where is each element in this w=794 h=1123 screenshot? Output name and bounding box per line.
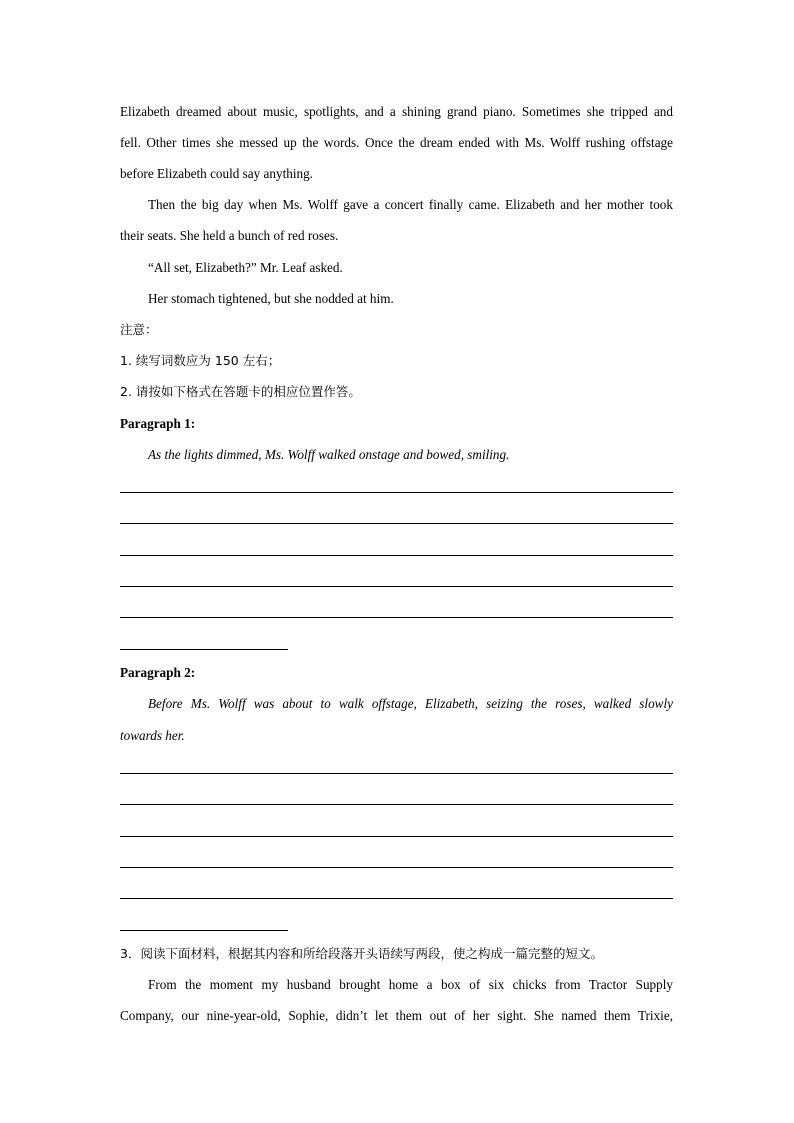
notes-item: 2. 请按如下格式在答题卡的相应位置作答。: [120, 384, 361, 399]
story-text-line: Elizabeth dreamed about music, spotlights, and a shining grand piano. Sometimes she tripped and: [120, 104, 673, 119]
answer-line: [120, 867, 673, 868]
answer-line-short: [120, 649, 288, 650]
story-text-line: Then the big day when Ms. Wolff gave a concert finally came. Elizabeth and her mother took: [148, 197, 673, 212]
answer-line: [120, 555, 673, 556]
story-text-line: their seats. She held a bunch of red roses.: [120, 228, 339, 243]
answer-line: [120, 773, 673, 774]
answer-line: [120, 523, 673, 524]
answer-line: [120, 804, 673, 805]
answer-line-short: [120, 930, 288, 931]
answer-line: [120, 492, 673, 493]
notes-heading: 注意：: [120, 322, 158, 337]
paragraph1-label: Paragraph 1:: [120, 416, 196, 431]
paragraph2-label: Paragraph 2:: [120, 665, 196, 680]
notes-item: 1. 续写词数应为 150 左右；: [120, 353, 281, 368]
question3-text-line: From the moment my husband brought home a box of six chicks from Tractor Supply: [148, 977, 673, 992]
paragraph2-opening: towards her.: [120, 728, 185, 743]
story-text-line: Her stomach tightened, but she nodded at him.: [148, 291, 394, 306]
story-text-line: before Elizabeth could say anything.: [120, 166, 313, 181]
answer-line: [120, 586, 673, 587]
answer-line: [120, 898, 673, 899]
paragraph1-opening: As the lights dimmed, Ms. Wolff walked onstage and bowed, smiling.: [148, 447, 510, 462]
question3-instruction: 3．阅读下面材料，根据其内容和所给段落开头语续写两段，使之构成一篇完整的短文。: [120, 946, 603, 961]
question3-text-line: Company, our nine-year-old, Sophie, didn’t let them out of her sight. She named them Trixie,: [120, 1008, 673, 1023]
story-text-line: fell. Other times she messed up the words. Once the dream ended with Ms. Wolff rushing offstage: [120, 135, 673, 150]
paragraph2-opening: Before Ms. Wolff was about to walk offstage, Elizabeth, seizing the roses, walked slowly: [148, 696, 673, 711]
answer-line: [120, 617, 673, 618]
answer-line: [120, 836, 673, 837]
story-text-line: “All set, Elizabeth?” Mr. Leaf asked.: [148, 260, 343, 275]
